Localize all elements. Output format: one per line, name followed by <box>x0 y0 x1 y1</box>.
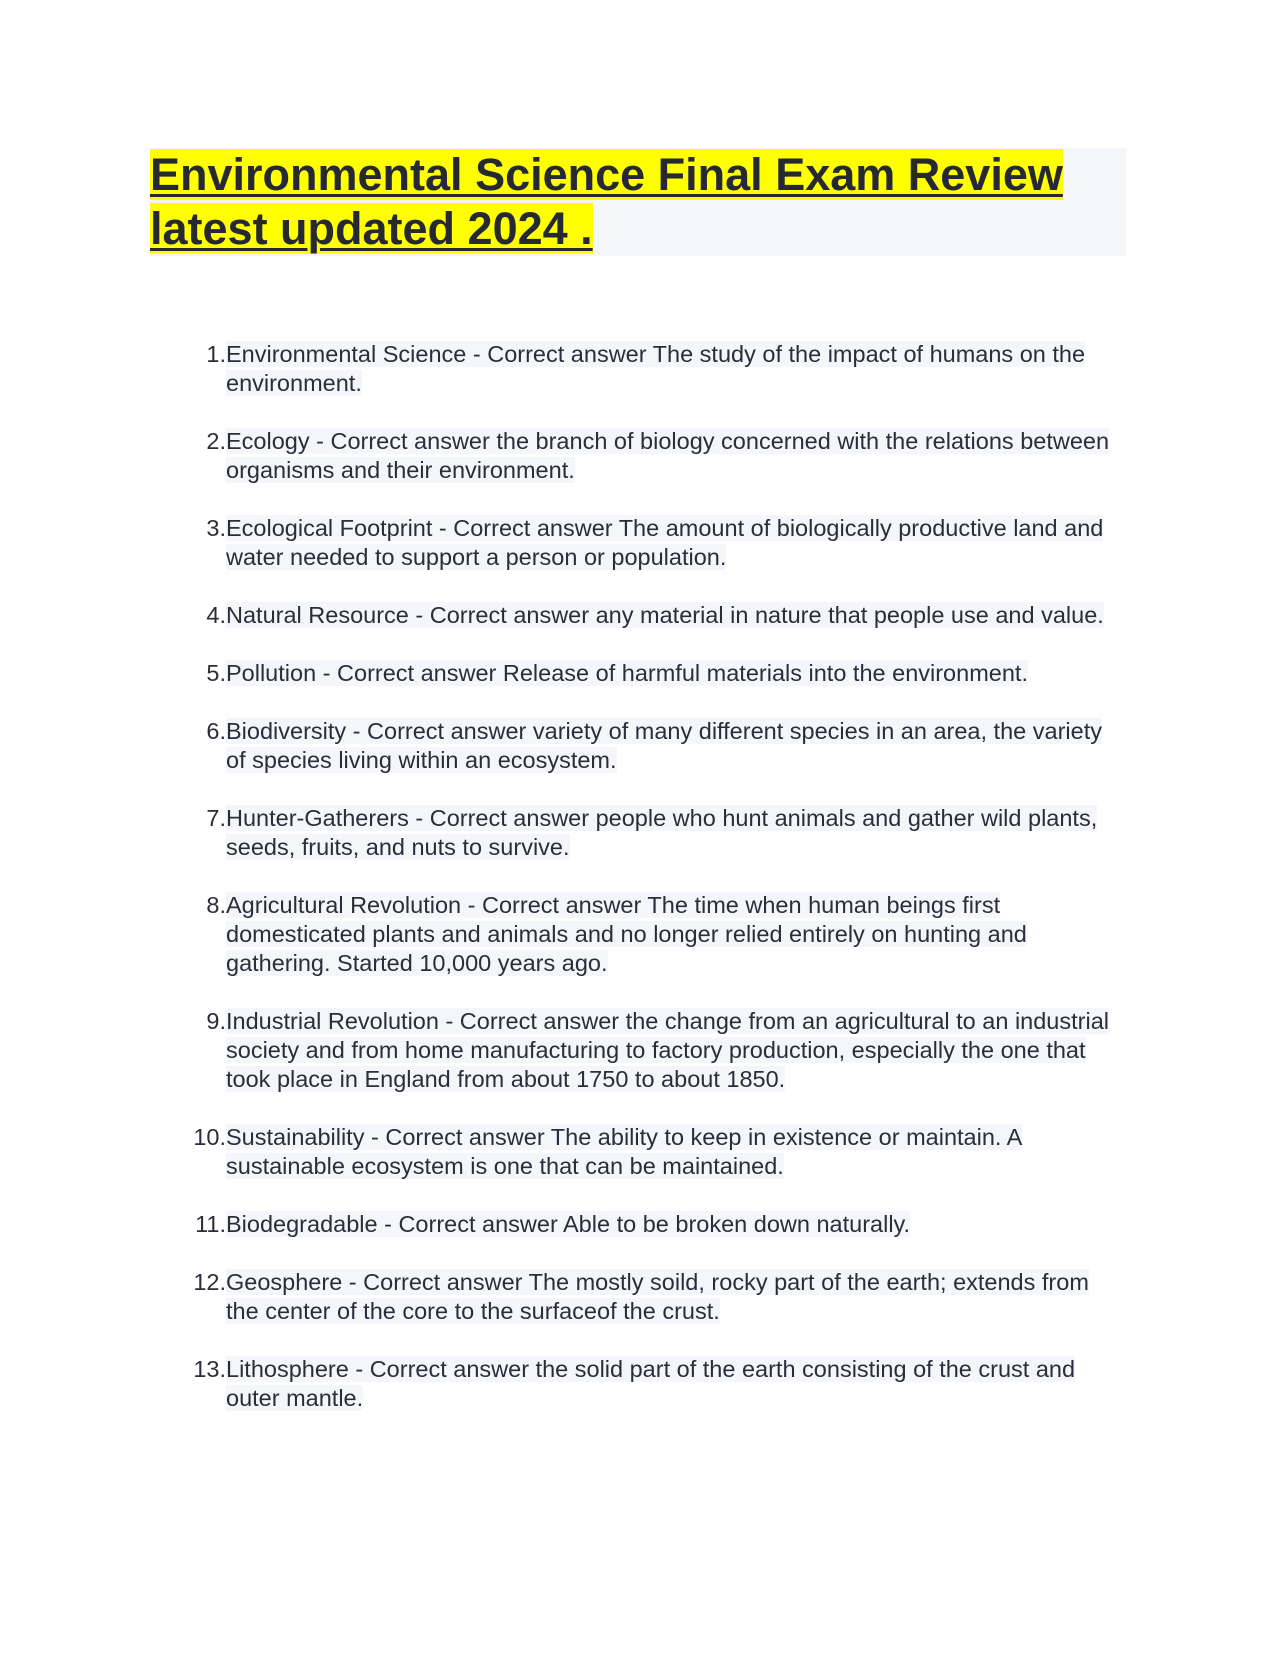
title-block <box>150 148 1126 256</box>
item-number: 6. <box>206 718 226 744</box>
item-text: Biodiversity - Correct answer variety of many different species in an area, the variety of species living within an ecosystem. <box>226 718 1102 773</box>
item-number: 3. <box>206 515 226 541</box>
document-title-text: Environmental Science Final Exam Review latest updated 2024 . <box>150 149 1063 254</box>
item-text: Sustainability - Correct answer The ability to keep in existence or maintain. A sustainable ecosystem is one that can be maintained. <box>226 1124 1023 1179</box>
item-number: 13. <box>193 1356 226 1382</box>
item-text: Ecological Footprint - Correct answer The amount of biologically productive land and water needed to support a person or population. <box>226 515 1104 570</box>
document-title <box>150 148 1126 256</box>
item-number: 9. <box>206 1008 226 1034</box>
item-number: 5. <box>206 660 226 686</box>
item-number: 8. <box>206 892 226 918</box>
item-number: 7. <box>206 805 226 831</box>
item-text: Industrial Revolution - Correct answer the change from an agricultural to an industrial society and from home manufacturing to factory production, especially the one that took place in England from about 1750 to about 1850. <box>226 1008 1109 1092</box>
list-item <box>150 804 1116 862</box>
item-number: 4. <box>206 602 226 628</box>
item-number: 12. <box>193 1269 226 1295</box>
item-number: 1. <box>206 341 226 367</box>
item-text: Biodegradable - Correct answer Able to be broken down naturally. <box>226 1211 911 1237</box>
item-text: Natural Resource - Correct answer any material in nature that people use and value. <box>226 602 1104 628</box>
item-text: Environmental Science - Correct answer The study of the impact of humans on the environment. <box>226 341 1086 396</box>
list-item <box>150 891 1116 978</box>
list-item <box>150 1123 1116 1181</box>
item-text: Pollution - Correct answer Release of harmful materials into the environment. <box>226 660 1028 686</box>
item-text: Hunter-Gatherers - Correct answer people who hunt animals and gather wild plants, seeds, fruits, and nuts to survive. <box>226 805 1098 860</box>
item-number: 11. <box>195 1211 226 1237</box>
list-item <box>150 1210 1116 1239</box>
qa-list <box>150 340 1116 1442</box>
list-item <box>150 601 1116 630</box>
list-item <box>150 427 1116 485</box>
list-item <box>150 1355 1116 1413</box>
list-item <box>150 659 1116 688</box>
list-item <box>150 1268 1116 1326</box>
item-text: Lithosphere - Correct answer the solid part of the earth consisting of the crust and outer mantle. <box>226 1356 1076 1411</box>
list-item <box>150 340 1116 398</box>
item-text: Agricultural Revolution - Correct answer The time when human beings first domesticated plants and animals and no longer relied entirely on hunting and gathering. Started 10,000 years ago. <box>226 892 1027 976</box>
list-item <box>150 514 1116 572</box>
item-number: 10. <box>193 1124 226 1150</box>
item-number: 2. <box>206 428 226 454</box>
list-item <box>150 1007 1116 1094</box>
list-item <box>150 717 1116 775</box>
item-text: Geosphere - Correct answer The mostly soild, rocky part of the earth; extends from the center of the core to the surfaceof the crust. <box>226 1269 1089 1324</box>
item-text: Ecology - Correct answer the branch of biology concerned with the relations between organisms and their environment. <box>226 428 1110 483</box>
